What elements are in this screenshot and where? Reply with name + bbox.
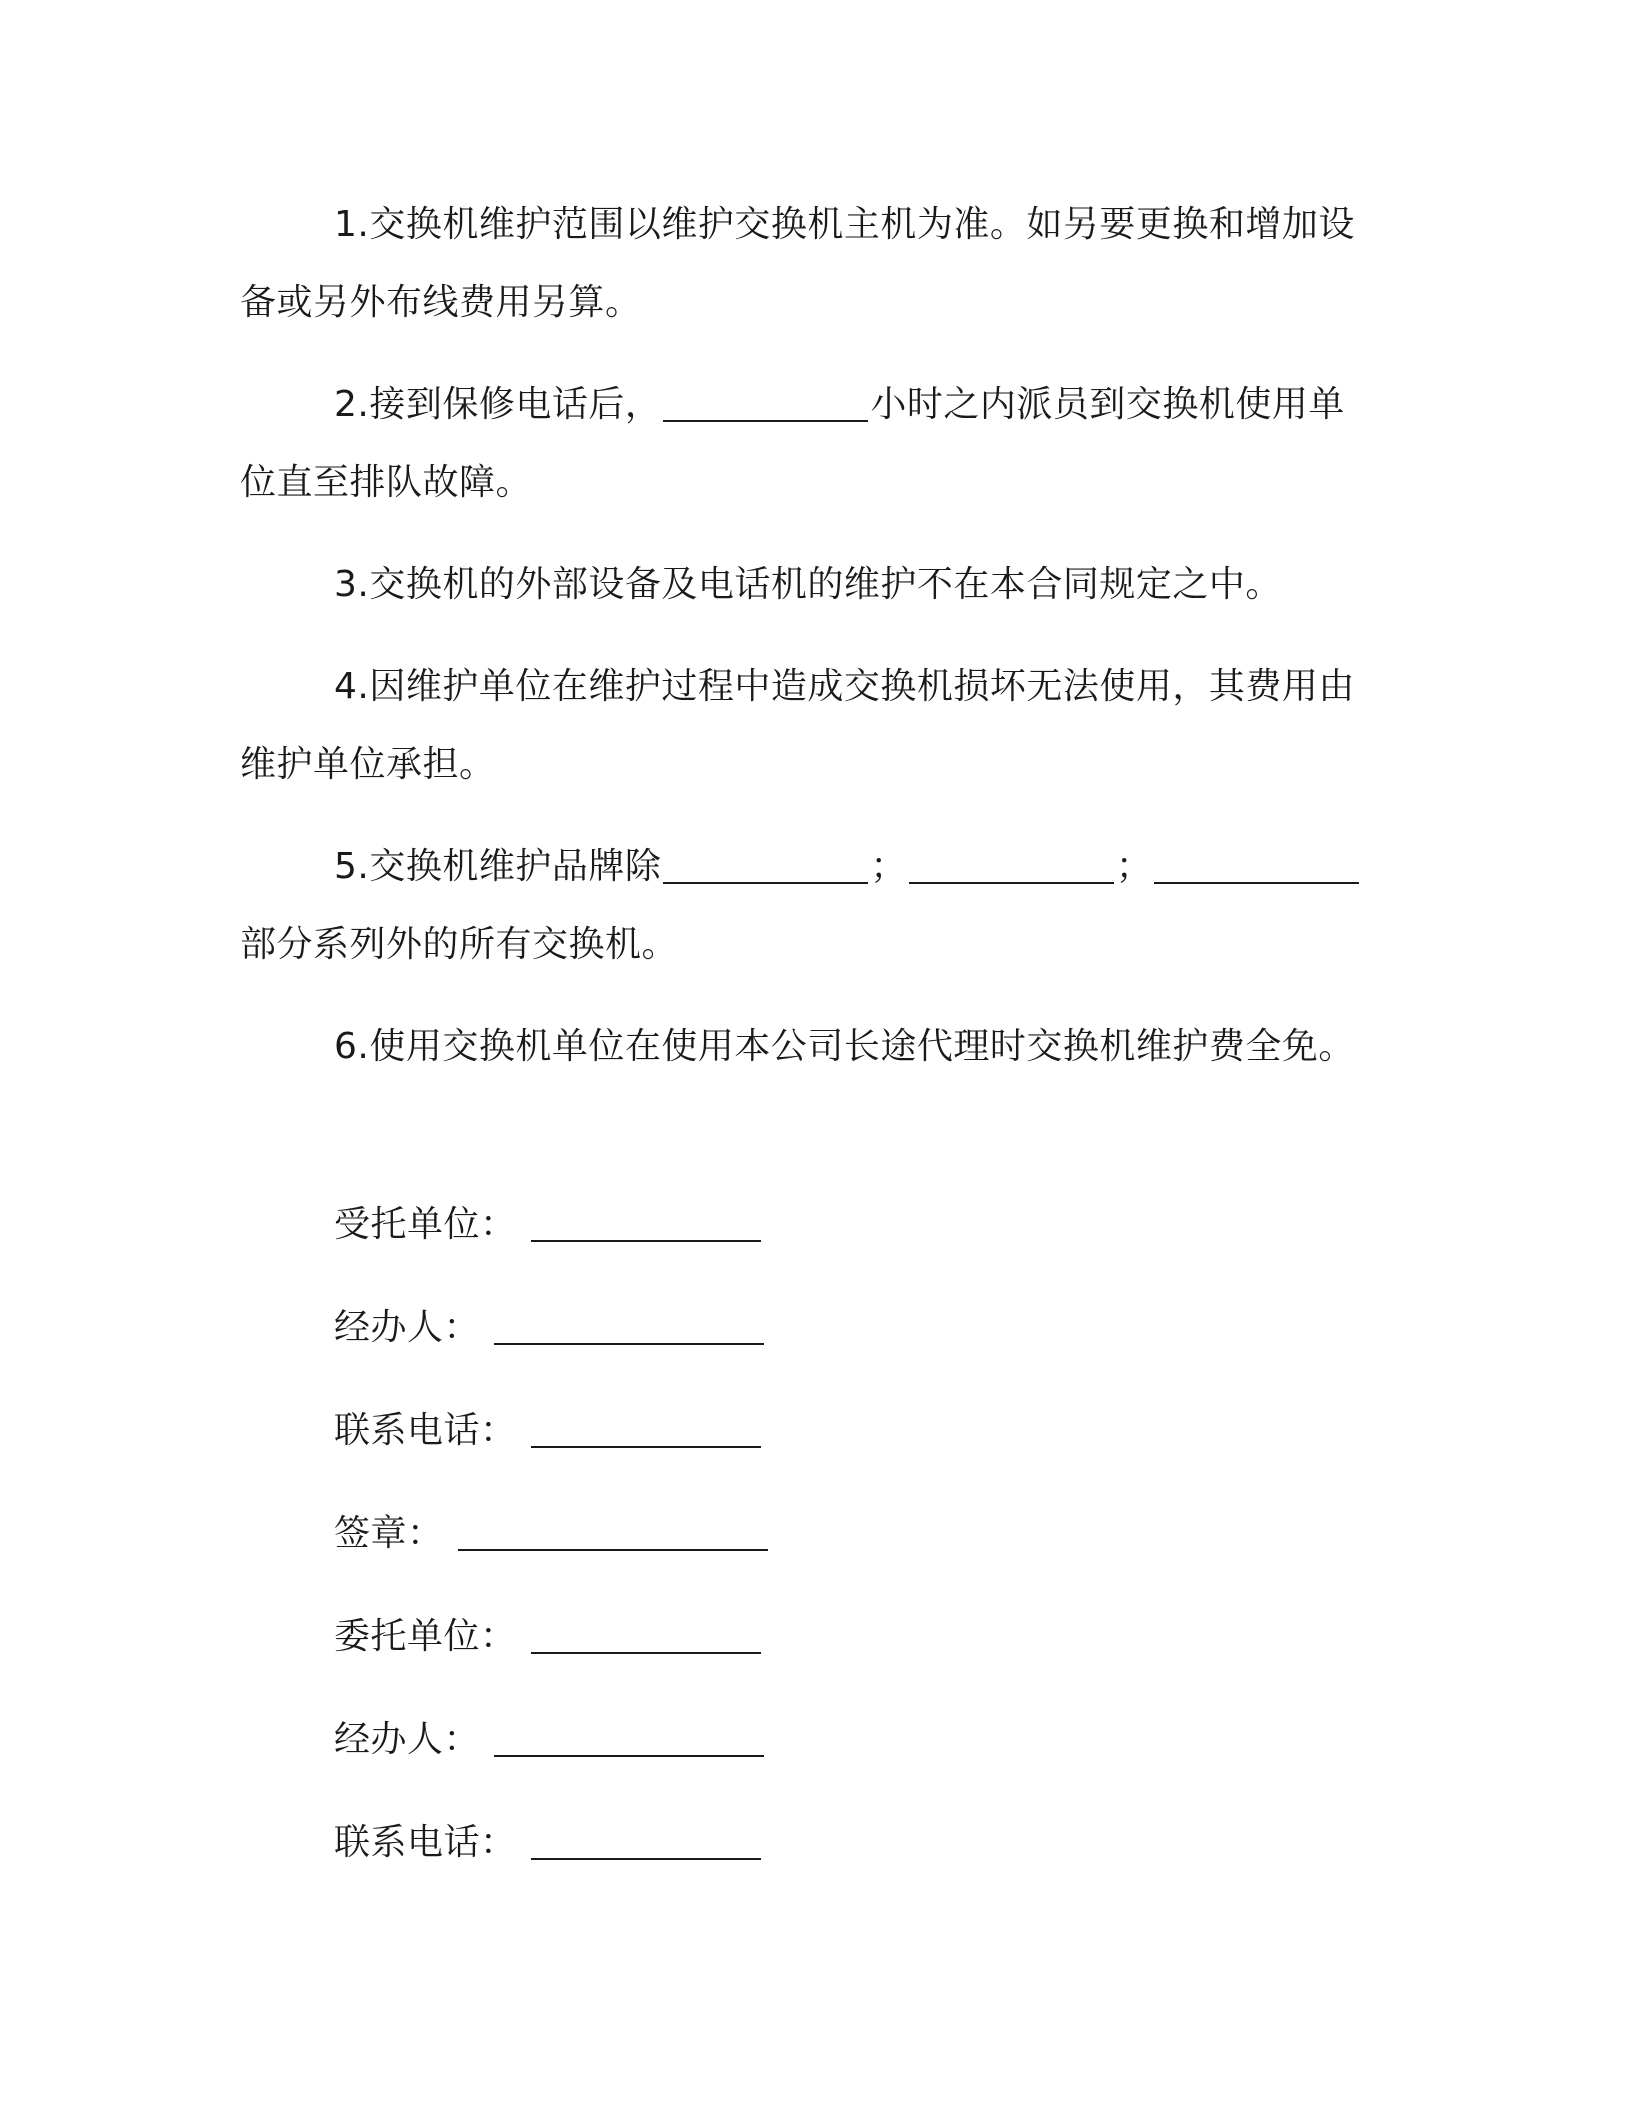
contract-clauses [240, 186, 1370, 1110]
clause-4 [240, 648, 1370, 804]
clause-1 [240, 186, 1370, 342]
trustee-unit-label: 受托单位： [334, 1204, 517, 1245]
trustee-phone-label: 联系电话： [334, 1410, 517, 1451]
excluded-brand-blank-2[interactable] [909, 850, 1114, 884]
trustee-unit-row [334, 1186, 1234, 1289]
client-phone-label: 联系电话： [334, 1822, 517, 1863]
trustee-unit-blank[interactable] [531, 1208, 761, 1242]
trustee-phone-row [334, 1392, 1234, 1495]
client-phone-blank[interactable] [531, 1826, 761, 1860]
clause-5-after: 部分系列外的所有交换机。 [240, 924, 679, 965]
clause-5-separator-2: ； [1115, 846, 1153, 887]
excluded-brand-blank-3[interactable] [1154, 850, 1359, 884]
seal-blank[interactable] [458, 1517, 768, 1551]
clause-1-text: 1.交换机维护范围以维护交换机主机为准。如另要更换和增加设备或另外布线费用另算。 [240, 204, 1355, 323]
client-handler-blank[interactable] [494, 1723, 764, 1757]
signature-block [334, 1186, 1234, 1907]
excluded-brand-blank-1[interactable] [663, 850, 868, 884]
trustee-handler-blank[interactable] [494, 1311, 764, 1345]
client-phone-row [334, 1804, 1234, 1907]
seal-row [334, 1495, 1234, 1598]
client-handler-label: 经办人： [334, 1719, 481, 1760]
clause-2-after: 小时之内派员到交换机使用单位直至排队故障。 [240, 384, 1345, 503]
clause-2-before: 2.接到保修电话后， [334, 384, 662, 425]
client-unit-blank[interactable] [531, 1620, 761, 1654]
clause-5-before: 5.交换机维护品牌除 [334, 846, 662, 887]
clause-5 [240, 828, 1370, 984]
clause-2 [240, 366, 1370, 522]
seal-label: 签章： [334, 1513, 444, 1554]
client-unit-label: 委托单位： [334, 1616, 517, 1657]
trustee-handler-row [334, 1289, 1234, 1392]
client-handler-row [334, 1701, 1234, 1804]
response-hours-blank[interactable] [663, 388, 868, 422]
clause-3 [240, 546, 1370, 624]
trustee-phone-blank[interactable] [531, 1414, 761, 1448]
trustee-handler-label: 经办人： [334, 1307, 481, 1348]
client-unit-row [334, 1598, 1234, 1701]
clause-3-text: 3.交换机的外部设备及电话机的维护不在本合同规定之中。 [334, 564, 1282, 605]
clause-6 [240, 1008, 1370, 1086]
clause-4-text: 4.因维护单位在维护过程中造成交换机损坏无法使用，其费用由维护单位承担。 [240, 666, 1355, 785]
clause-6-text: 6.使用交换机单位在使用本公司长途代理时交换机维护费全免。 [334, 1026, 1355, 1067]
clause-5-separator-1: ； [870, 846, 907, 887]
